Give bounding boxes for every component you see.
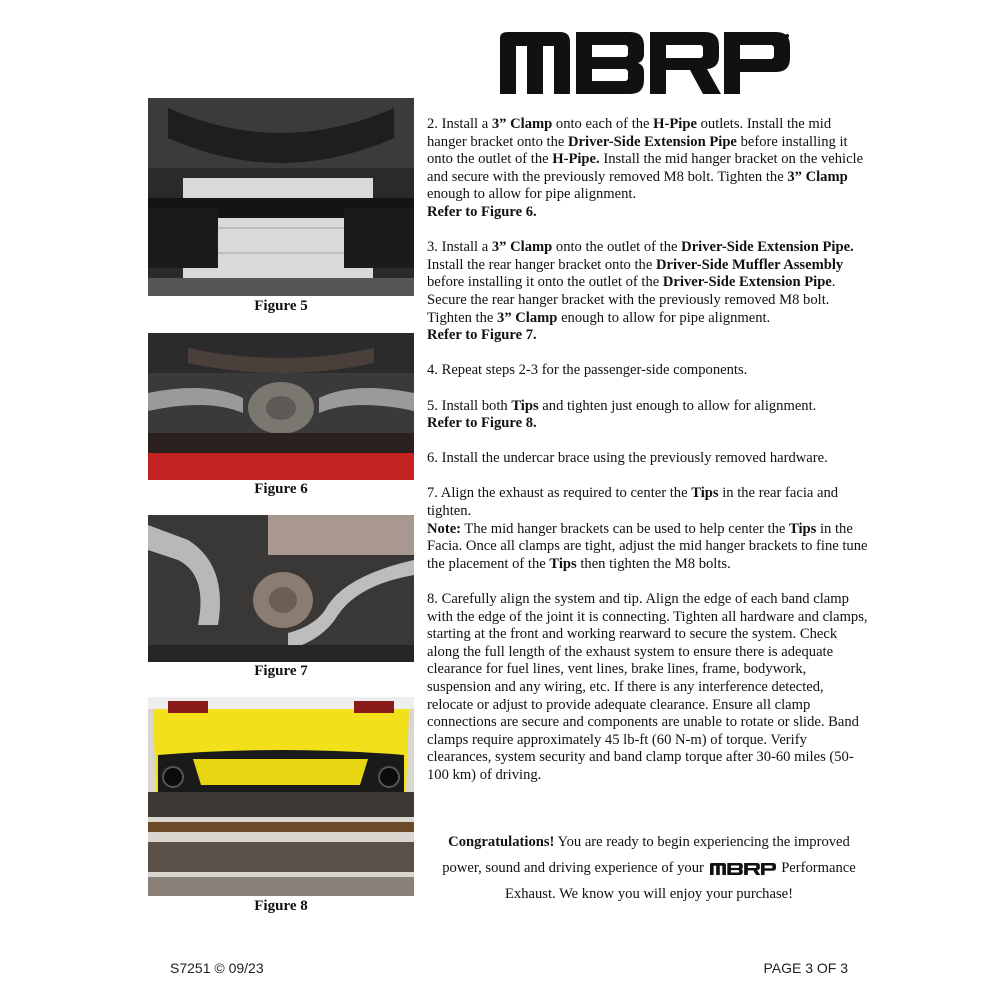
step-bold-text: 3” Clamp [491, 116, 553, 132]
step-3 [427, 239, 872, 345]
step-bold-text: Note: [427, 520, 462, 537]
step-bold-text: 3” Clamp [497, 309, 558, 326]
step-text: 2. Install a [427, 116, 492, 132]
congrats-line-1 [428, 829, 870, 855]
figure-5-caption: Figure 5 [254, 298, 308, 314]
step-bold-text: Refer to Figure 6. [427, 203, 537, 220]
step-7 [427, 485, 872, 573]
step-text: onto each of the [552, 116, 654, 132]
step-6 [427, 450, 872, 468]
step-text: onto the outlet of the [552, 239, 682, 256]
step-2 [427, 116, 872, 222]
step-text: and tighten just enough to allow for alignment. [538, 397, 817, 414]
step-text: 7. Align the exhaust as required to center the [427, 485, 692, 502]
step-bold-text: 3” Clamp [491, 239, 553, 256]
step-text: before installing it onto the outlet of the [427, 274, 663, 291]
step-text: Install the mid hanger bracket on the vehicle and secure with the previously removed M8 bolt. Tighten the [427, 151, 864, 185]
document-code: S7251 © 09/23 [170, 960, 264, 976]
congrats-line-2 [428, 855, 870, 881]
step-text: Install the rear hanger bracket onto the [427, 256, 656, 273]
step-bold-text: Driver-Side Extension Pipe [568, 133, 737, 150]
step-text: 3. Install a [427, 239, 492, 256]
step-text: in the rear facia and tighten. [427, 485, 839, 520]
congratulations-message [428, 829, 870, 907]
figure-6-caption: Figure 6 [254, 481, 308, 497]
step-text: 4. Repeat steps 2-3 for the passenger-side components. [427, 362, 748, 379]
step-bold-text: 3” Clamp [787, 168, 848, 185]
figure-6-photo [148, 333, 414, 480]
congrats-text-3: Performance [781, 860, 856, 876]
step-bold-text: Driver-Side Extension Pipe [662, 274, 832, 291]
step-4 [427, 362, 872, 380]
step-text: before installing it onto the outlet of the [427, 133, 848, 168]
step-bold-text: Driver-Side Extension Pipe. [681, 239, 854, 256]
mbrp-logo [500, 32, 790, 94]
figure-5-photo [148, 98, 414, 296]
step-text: 5. Install both [427, 397, 512, 414]
step-8 [427, 591, 872, 785]
step-text: then tighten the M8 bolts. [576, 555, 731, 572]
instruction-steps [427, 116, 872, 802]
step-text: 8. Carefully align the system and tip. Align the edge of each band clamp with the edge of the joint it is connecting. Tighten all hardware and clamps, starting at the front and working rearward to secure the system. Check along the full length of the exhaust system to ensure there is adequate clearance for fuel lines, vent lines, brake lines, frame, bodywork, suspension and any wiring, etc. If there is any interference detected, relocate or adjust to provide adequate clearance. Ensure all clamp connections are secure and components are unable to rotate or slide. Band clamps require approximately 45 lb-ft (60 N-m) of torque. Verify clearances, system security and band clamp torque after 30-60 miles (50-100 km) of driving. [427, 591, 868, 783]
page-number: PAGE 3 OF 3 [763, 960, 848, 976]
step-text: outlets. Install the mid hanger bracket onto the [427, 116, 832, 150]
figure-8-caption: Figure 8 [254, 898, 308, 914]
step-bold-text: Driver-Side Muffler Assembly [655, 256, 844, 273]
step-bold-text: H-Pipe. [552, 151, 600, 168]
step-bold-text: Refer to Figure 8. [427, 415, 537, 432]
congrats-text-2: power, sound and driving experience of your [442, 860, 704, 876]
figure-7-photo [148, 515, 414, 662]
step-5 [427, 398, 872, 433]
step-text: enough to allow for pipe alignment. [557, 309, 771, 326]
step-text: 6. Install the undercar brace using the previously removed hardware. [427, 450, 828, 467]
step-bold-text: Tips [691, 485, 719, 502]
figure-8-photo [148, 697, 414, 896]
congrats-line-3: Exhaust. We know you will enjoy your purchase! [505, 886, 793, 902]
step-text: . Secure the rear hanger bracket with the previously removed M8 bolt. Tighten the [427, 274, 836, 326]
congrats-bold: Congratulations! [448, 834, 555, 850]
step-bold-text: H-Pipe [653, 116, 697, 132]
figure-7-caption: Figure 7 [254, 663, 308, 679]
step-text: The mid hanger brackets can be used to help center the [461, 520, 790, 537]
step-bold-text: Tips [549, 555, 577, 572]
step-text: in the Facia. Once all clamps are tight, adjust the mid hanger brackets to fine tune the placement of the [427, 520, 868, 572]
step-bold-text: Refer to Figure 7. [427, 327, 537, 344]
mbrp-inline-logo [710, 863, 776, 875]
congrats-text-1: You are ready to begin experiencing the improved [554, 834, 850, 850]
step-text: enough to allow for pipe alignment. [427, 186, 637, 203]
step-bold-text: Tips [511, 397, 539, 414]
step-bold-text: Tips [789, 520, 817, 537]
